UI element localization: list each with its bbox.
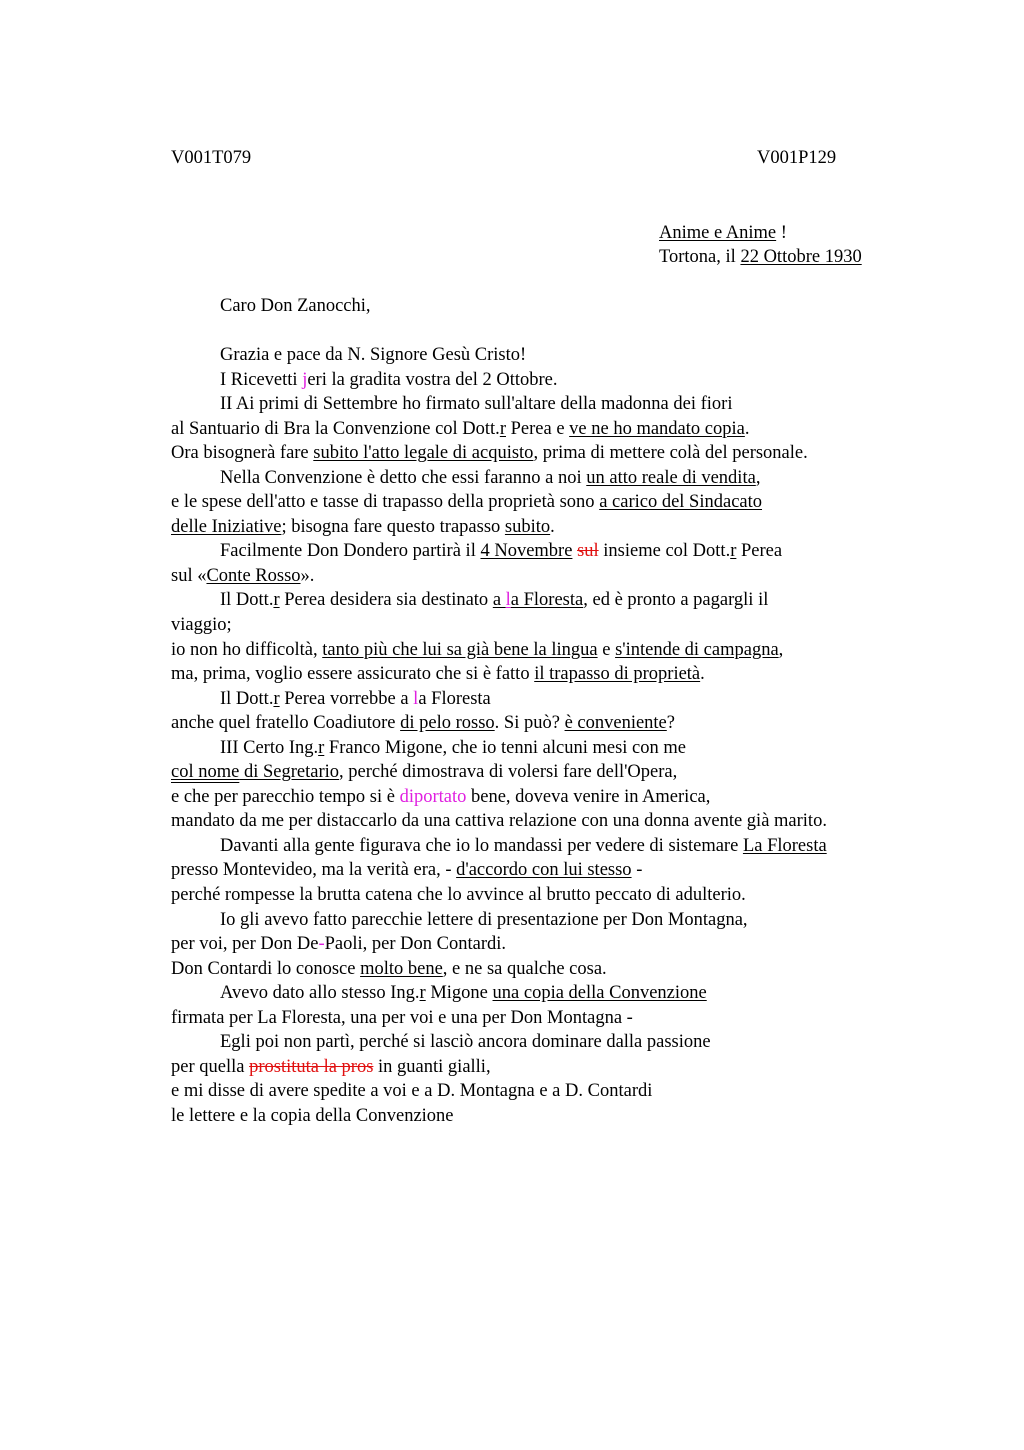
text-segment: Davanti alla gente figurava che io lo mandassi per vedere di sistemare [220,835,743,856]
text-segment: ». [300,565,315,586]
text-segment: III Certo Ing. [220,737,319,758]
text-segment: io non ho difficoltà, [171,639,323,660]
text-segment: Perea desidera sia destinato [279,590,493,611]
underlined-text: è conveniente [564,713,667,734]
motto-end: ! [776,223,787,243]
letter-line [171,490,931,515]
underlined-text: d'accordo con lui stesso [456,860,632,881]
letter-line [171,466,931,491]
letter-line [171,834,931,859]
document-code-right: V001P129 [757,148,837,168]
letter-line [171,760,931,785]
letter-line [171,588,931,613]
text-segment: eri la gradita vostra del 2 Ottobre. [307,369,558,390]
text-segment: ; bisogna fare questo trapasso [281,516,505,537]
salutation: Caro Don Zanocchi, [220,296,371,316]
correction-text: j [302,369,308,390]
text-segment: anche quel fratello Coadiutore [171,713,401,734]
underlined-text: col nome [171,762,240,783]
underlined-text: Conte Rosso [206,565,301,586]
letter-line [171,368,931,393]
letter-line [171,343,931,368]
letter-line [171,908,931,933]
letter-line [171,515,931,540]
letter-line [171,613,931,638]
letter-line [171,539,931,564]
text-segment: per quella [171,1056,250,1077]
text-segment: Il Dott. [220,590,274,611]
text-segment: , ed è pronto a pagargli il [583,590,769,611]
text-segment: e [597,639,616,660]
text-segment: bene, doveva venire in America, [466,786,711,807]
underlined-text: delle Iniziative [171,516,282,537]
correction-text: - [318,934,325,955]
text-segment: Perea [736,541,783,562]
text-segment: . [550,516,555,537]
letter-line [171,711,931,736]
underlined-text: r [318,737,325,758]
text-segment: Perea e [505,418,570,439]
text-segment: Il Dott. [220,688,274,709]
text-segment: Don Contardi lo conosce [171,958,361,979]
text-segment: . [744,418,750,439]
text-segment: e mi disse di avere spedite a voi e a D. Montagna e a D. Contardi [171,1081,653,1102]
text-segment: presso Montevideo, ma la verità era, - [171,860,457,881]
text-segment: , e ne sa qualche cosa. [442,958,607,979]
text-segment: firmata per La Floresta, una per voi e una per Don Montagna - [171,1007,633,1028]
text-segment: Avevo dato allo stesso Ing. [220,983,420,1004]
underlined-text: r [273,688,280,709]
underlined-text: tanto più che lui sa già bene la lingua [322,639,598,660]
motto-line [659,221,787,246]
text-segment: . Si può? [494,713,565,734]
letter-line [171,564,931,589]
letter-line [171,441,931,466]
text-segment: al Santuario di Bra la Convenzione col Dott. [171,418,500,439]
letter-line [171,957,931,982]
text-segment: Egli poi non partì, perché si lasciò ancora dominare dalla passione [220,1032,711,1053]
letter-line [171,392,931,417]
letter-line [171,858,931,883]
letter-line [171,1104,931,1129]
underlined-text: subito l'atto legale di acquisto [313,443,534,464]
text-segment: Perea vorrebbe a [279,688,414,709]
underlined-text: r [419,983,426,1004]
letter-line [171,662,931,687]
text-segment: e che per parecchio tempo si è [171,786,400,807]
text-segment: mandato da me per distaccarlo da una cattiva relazione con una donna avente già marito. [171,811,827,832]
correction-text: diportato [399,786,467,807]
text-segment: sul « [171,565,207,586]
underlined-text: r [499,418,506,439]
underlined-text: subito [504,516,551,537]
underlined-text: di pelo rosso [400,713,495,734]
text-segment: , [778,639,784,660]
underlined-text: il trapasso di proprietà [534,664,701,685]
underlined-text: molto bene [360,958,443,979]
underlined-text: di Segretario [239,762,339,783]
text-segment: II Ai primi di Settembre ho firmato sull'altare della madonna dei fiori [220,394,733,415]
text-segment: Nella Convenzione è detto che essi faranno a noi [220,467,587,488]
text-segment: perché rompesse la brutta catena che lo avvince al brutto peccato di adulterio. [171,885,746,906]
underlined-text: s'intende di campagna [615,639,779,660]
letter-line [171,981,931,1006]
letter-line [171,417,931,442]
text-segment: Migone [425,983,493,1004]
underlined-text: r [730,541,737,562]
underlined-text: a Floresta [510,590,584,611]
text-segment: le lettere e la copia della Convenzione [171,1105,454,1126]
place-prefix: Tortona, il [659,247,741,267]
underlined-text: una copia della Convenzione [492,983,707,1004]
letter-line [171,638,931,663]
text-segment: viaggio; [171,615,232,636]
underlined-text: ve ne ho mandato copia [569,418,745,439]
text-segment: a Floresta [418,688,491,709]
underlined-text: r [273,590,280,611]
text-segment: per voi, per Don De [171,934,319,955]
underlined-text: un atto reale di vendita [586,467,756,488]
letter-line [171,736,931,761]
letter-body [171,343,931,1129]
text-segment: Facilmente Don Dondero partirà il [220,541,481,562]
text-segment: , perché dimostrava di volersi fare dell'Opera, [339,762,678,783]
text-segment: ? [666,713,675,734]
place-date-line [659,245,862,270]
text-segment: e le spese dell'atto e tasse di trapasso della proprietà sono [171,492,600,513]
motto: Anime e Anime [659,223,777,243]
letter-line [171,785,931,810]
letter-line [171,809,931,834]
text-segment: . [700,664,705,685]
text-segment: Paoli, per Don Contardi. [324,934,507,955]
text-segment: Grazia e pace da N. Signore Gesù Cristo! [220,345,527,365]
text-segment: Ora bisognerà fare [171,443,314,464]
text-segment: ma, prima, voglio essere assicurato che si è fatto [171,664,535,685]
letter-line [171,1030,931,1055]
letter-line [171,687,931,712]
struck-text: prostituta la pros [249,1056,374,1077]
letter-line [171,1006,931,1031]
correction-text: l [413,688,419,709]
text-segment: insieme col Dott. [598,541,731,562]
letter-line [171,932,931,957]
letter-line [171,1055,931,1080]
text-segment: - [631,860,643,881]
letter-line [171,883,931,908]
underlined-text: 4 Novembre [480,541,573,562]
document-code-left: V001T079 [171,148,252,168]
underlined-text: La Floresta [742,835,827,856]
underlined-text: a [492,590,506,611]
text-segment: Io gli avevo fatto parecchie lettere di presentazione per Don Montagna, [220,909,748,930]
text-segment: in guanti gialli, [373,1056,491,1077]
text-segment: , [755,467,761,488]
text-segment: I Ricevetti [220,369,303,390]
text-segment: Franco Migone, che io tenni alcuni mesi con me [324,737,686,758]
letter-line [171,1079,931,1104]
correction-text: l [505,590,511,611]
text-segment: , prima di mettere colà del personale. [533,443,808,464]
struck-text: sul [577,541,599,562]
underlined-text: a carico del Sindacato [599,492,763,513]
letter-date: 22 Ottobre 1930 [740,247,862,267]
